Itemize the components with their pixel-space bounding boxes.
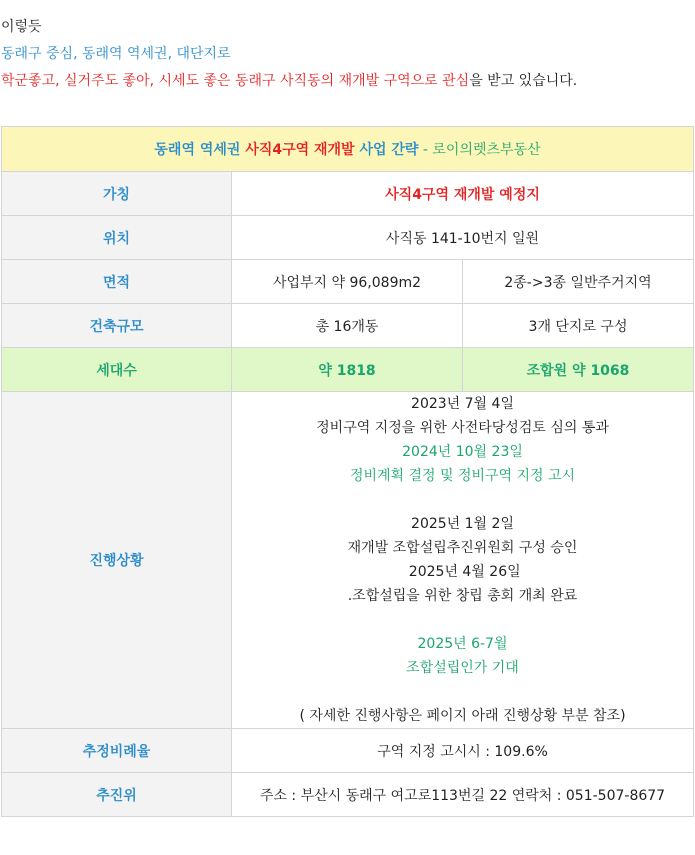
table-row bbox=[2, 172, 694, 216]
progress-line: 조합설립인가 기대 bbox=[406, 660, 519, 676]
table-row bbox=[2, 304, 694, 348]
intro-line-2: 동래구 중심, 동래역 역세권, 대단지로 bbox=[1, 46, 231, 62]
row-label-location: 위치 bbox=[2, 216, 232, 260]
row-label-area: 면적 bbox=[2, 260, 232, 304]
table-row bbox=[2, 392, 694, 729]
row-value-scale-1: 총 16개동 bbox=[232, 304, 463, 348]
row-label-progress: 진행상황 bbox=[2, 392, 232, 729]
row-value-area-1: 사업부지 약 96,089m2 bbox=[232, 260, 463, 304]
progress-line: 2025년 4월 26일 bbox=[404, 564, 521, 580]
row-label-scale: 건축규모 bbox=[2, 304, 232, 348]
progress-spacer bbox=[242, 488, 683, 512]
intro-line-1: 이렇듯 bbox=[1, 19, 42, 35]
table-title-row bbox=[2, 127, 694, 172]
row-value-committee: 주소 : 부산시 동래구 여고로113번길 22 연락처 : 051-507-8677 bbox=[232, 773, 694, 817]
title-part-3: 사업 간략 bbox=[354, 142, 419, 158]
table-row bbox=[2, 773, 694, 817]
progress-line: 재개발 조합설립추진위원회 구성 승인 bbox=[347, 540, 578, 556]
row-value-households-1: 약 1818 bbox=[232, 348, 463, 392]
row-label-committee: 추진위 bbox=[2, 773, 232, 817]
progress-spacer bbox=[242, 608, 683, 632]
row-value-value: 사직4구역 재개발 예정지 bbox=[232, 172, 694, 216]
progress-line: 정비계획 결정 및 정비구역 지정 고시 bbox=[349, 468, 576, 484]
project-summary-table bbox=[1, 126, 694, 817]
row-label-value: 가칭 bbox=[2, 172, 232, 216]
progress-line: .조합설립을 위한 창립 총회 개최 완료 bbox=[347, 588, 578, 604]
row-value-progress bbox=[232, 392, 694, 729]
table-row bbox=[2, 216, 694, 260]
progress-line: 정비구역 지정을 위한 사전타당성검토 심의 통과 bbox=[316, 420, 609, 436]
table-row bbox=[2, 260, 694, 304]
title-part-2: 사직4구역 재개발 bbox=[245, 142, 355, 158]
row-value-area-2: 2종->3종 일반주거지역 bbox=[463, 260, 694, 304]
intro-text bbox=[1, 14, 691, 95]
row-label-ratio: 추정비례율 bbox=[2, 729, 232, 773]
progress-line: ( 자세한 진행사항은 페이지 아래 진행상황 부분 참조) bbox=[299, 708, 626, 724]
progress-line: 2025년 6-7월 bbox=[417, 636, 508, 652]
table-row bbox=[2, 729, 694, 773]
row-value-scale-2: 3개 단지로 구성 bbox=[463, 304, 694, 348]
title-part-1: 동래역 역세권 bbox=[154, 142, 246, 158]
progress-spacer bbox=[242, 680, 683, 704]
intro-line-3-highlight: 학군좋고, 실거주도 좋아, 시세도 좋은 동래구 사직동의 재개발 구역으로 관심 bbox=[1, 73, 470, 89]
title-part-4: - 로이의렛츠부동산 bbox=[418, 142, 541, 158]
table-row-highlight bbox=[2, 348, 694, 392]
row-value-households-2: 조합원 약 1068 bbox=[463, 348, 694, 392]
row-label-households: 세대수 bbox=[2, 348, 232, 392]
progress-line: 2025년 1월 2일 bbox=[411, 516, 514, 532]
row-value-ratio: 구역 지정 고시시 : 109.6% bbox=[232, 729, 694, 773]
intro-line-3-rest: 을 받고 있습니다. bbox=[469, 73, 578, 89]
table-title bbox=[2, 127, 694, 172]
progress-line: 2024년 10월 23일 bbox=[402, 444, 523, 460]
row-value-location: 사직동 141-10번지 일원 bbox=[232, 216, 694, 260]
intro-line-3 bbox=[1, 68, 691, 95]
progress-line: 2023년 7월 4일 bbox=[411, 396, 514, 412]
